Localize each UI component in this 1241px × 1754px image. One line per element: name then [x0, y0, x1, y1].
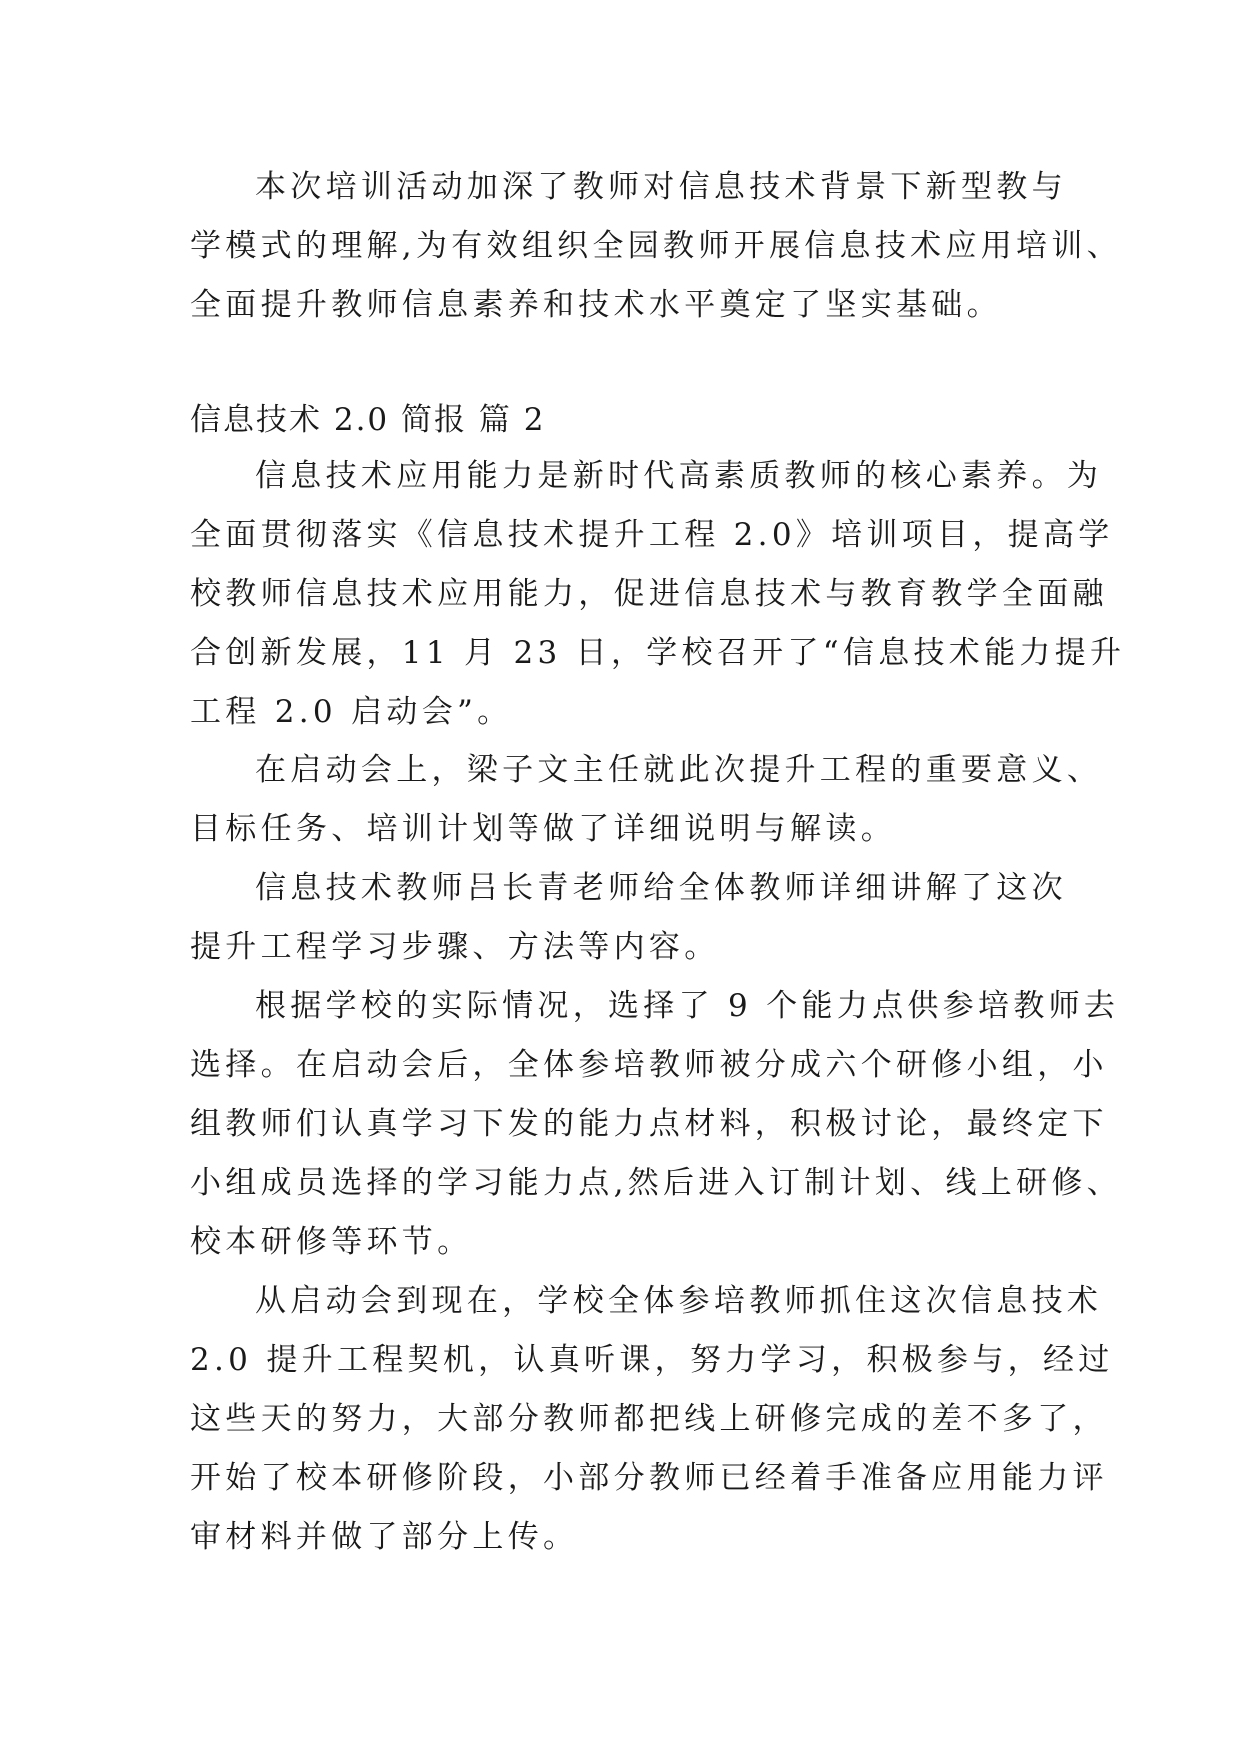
- body-line: 开始了校本研修阶段，小部分教师已经着手准备应用能力评: [190, 1460, 1108, 1496]
- body-line: 审材料并做了部分上传。: [190, 1519, 579, 1555]
- intro-line-3: 全面提升教师信息素养和技术水平奠定了坚实基础。: [190, 287, 1002, 323]
- body-line: 这些天的努力，大部分教师都把线上研修完成的差不多了，: [190, 1401, 1108, 1437]
- body-line: 信息技术教师吕长青老师给全体教师详细讲解了这次: [255, 870, 1067, 906]
- intro-line-1: 本次培训活动加深了教师对信息技术背景下新型教与: [255, 169, 1067, 205]
- body-line: 工程 2.0 启动会”。: [190, 694, 513, 730]
- body-line: 根据学校的实际情况，选择了 9 个能力点供参培教师去: [255, 988, 1120, 1024]
- body-line: 全面贯彻落实《信息技术提升工程 2.0》培训项目，提高学: [190, 517, 1114, 553]
- body-line: 提升工程学习步骤、方法等内容。: [190, 929, 720, 965]
- body-line: 在启动会上，梁子文主任就此次提升工程的重要意义、: [255, 752, 1103, 788]
- intro-line-2: 学模式的理解,为有效组织全园教师开展信息技术应用培训、: [190, 228, 1122, 264]
- body-line: 信息技术应用能力是新时代高素质教师的核心素养。为: [255, 458, 1103, 494]
- body-line: 合创新发展，11 月 23 日，学校召开了“信息技术能力提升: [190, 635, 1126, 671]
- body-line: 从启动会到现在，学校全体参培教师抓住这次信息技术: [255, 1283, 1103, 1319]
- body-line: 组教师们认真学习下发的能力点材料，积极讨论，最终定下: [190, 1106, 1108, 1142]
- body-line: 目标任务、培训计划等做了详细说明与解读。: [190, 811, 896, 847]
- body-line: 校本研修等环节。: [190, 1224, 473, 1260]
- body-line: 校教师信息技术应用能力，促进信息技术与教育教学全面融: [190, 576, 1108, 612]
- body-line: 选择。在启动会后，全体参培教师被分成六个研修小组，小: [190, 1047, 1108, 1083]
- body-line: 2.0 提升工程契机，认真听课，努力学习，积极参与，经过: [190, 1342, 1114, 1378]
- section-heading: 信息技术 2.0 简报 篇 2: [190, 402, 546, 438]
- body-line: 小组成员选择的学习能力点,然后进入订制计划、线上研修、: [190, 1165, 1122, 1201]
